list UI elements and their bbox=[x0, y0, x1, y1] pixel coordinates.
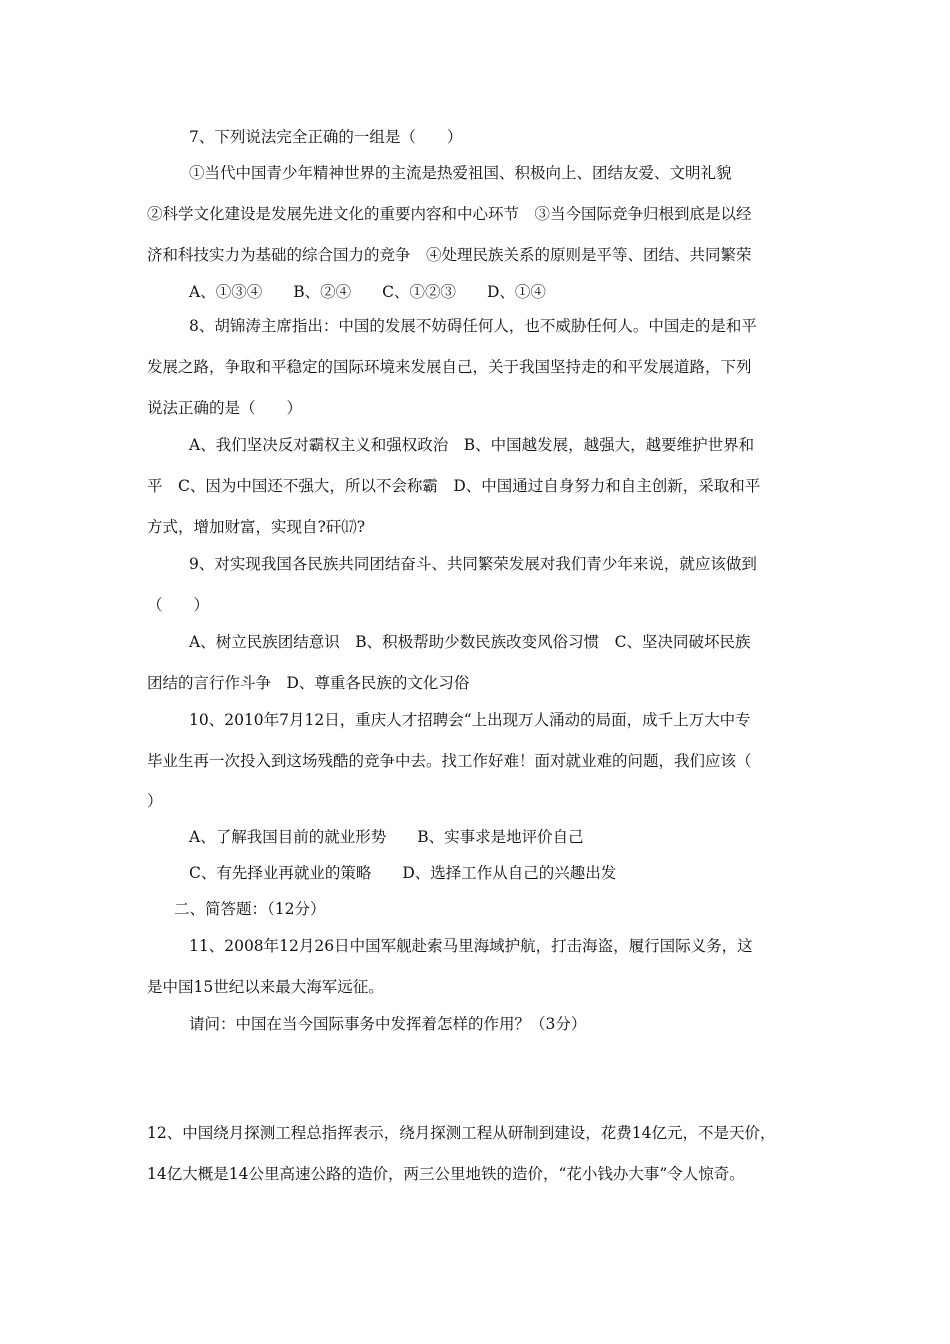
question-10-stem: 10、2010年7月12日，重庆人才招聘会“上出现万人涌动的局面，成千上万大中专 bbox=[189, 711, 751, 729]
question-12-stem-cont: 14亿大概是14公里高速公路的造价，两三公里地铁的造价，“花小钱办大事”令人惊奇。 bbox=[147, 1165, 745, 1183]
question-8-stem-cont-1: 发展之路，争取和平稳定的国际环境来发展自己，关于我国坚持走的和平发展道路，下列 bbox=[147, 358, 752, 376]
question-11-stem-cont: 是中国15世纪以来最大海军远征。 bbox=[147, 978, 384, 996]
question-7-statement-3-4: 济和科技实力为基础的综合国力的竞争 ④处理民族关系的原则是平等、团结、共同繁荣 bbox=[147, 246, 752, 264]
question-10-stem-cont-2: ） bbox=[147, 792, 163, 810]
question-7-statement-2-3: ②科学文化建设是发展先进文化的重要内容和中心环节 ③当今国际竞争归根到底是以经 bbox=[147, 205, 752, 223]
question-11-stem: 11、2008年12月26日中国军舰赴索马里海域护航，打击海盗，履行国际义务，这 bbox=[189, 937, 753, 955]
question-8-options-3: 方式，增加财富，实现自?矸⒄? bbox=[147, 518, 366, 536]
question-7-options: A、①③④ B、②④ C、①②③ D、①④ bbox=[189, 283, 546, 301]
question-12-stem: 12、中国绕月探测工程总指挥表示，绕月探测工程从研制到建设，花费14亿元，不是天价， bbox=[147, 1124, 776, 1142]
question-9-stem-cont: （ ） bbox=[147, 596, 210, 614]
question-8-stem: 8、胡锦涛主席指出：中国的发展不妨碍任何人，也不威胁任何人。中国走的是和平 bbox=[189, 317, 757, 335]
section-heading-short-answer: 二、简答题：（12分） bbox=[174, 900, 326, 918]
question-7-statement-1: ①当代中国青少年精神世界的主流是热爱祖国、积极向上、团结友爱、文明礼貌 bbox=[189, 164, 732, 182]
question-8-stem-cont-2: 说法正确的是（ ） bbox=[147, 399, 303, 417]
question-10-options-2: C、有先择业再就业的策略 D、选择工作从自己的兴趣出发 bbox=[189, 864, 617, 882]
question-8-options-2: 平 C、因为中国还不强大，所以不会称霸 D、中国通过自身努力和自主创新，采取和平 bbox=[147, 477, 761, 495]
question-9-stem: 9、对实现我国各民族共同团结奋斗、共同繁荣发展对我们青少年来说，就应该做到 bbox=[189, 555, 757, 573]
question-11-prompt: 请问：中国在当今国际事务中发挥着怎样的作用？（3分） bbox=[189, 1015, 587, 1033]
question-10-stem-cont-1: 毕业生再一次投入到这场残酷的竞争中去。找工作好难！面对就业难的问题，我们应该（ bbox=[147, 752, 752, 770]
question-8-options-1: A、我们坚决反对霸权主义和强权政治 B、中国越发展，越强大，越要维护世界和 bbox=[189, 436, 755, 454]
question-7-stem: 7、下列说法完全正确的一组是（ ） bbox=[189, 128, 463, 146]
question-10-options-1: A、了解我国目前的就业形势 B、实事求是地评价自己 bbox=[189, 828, 584, 846]
question-9-options-2: 团结的言行作斗争 D、尊重各民族的文化习俗 bbox=[147, 674, 470, 692]
question-9-options-1: A、树立民族团结意识 B、积极帮助少数民族改变风俗习惯 C、坚决同破坏民族 bbox=[189, 633, 751, 651]
